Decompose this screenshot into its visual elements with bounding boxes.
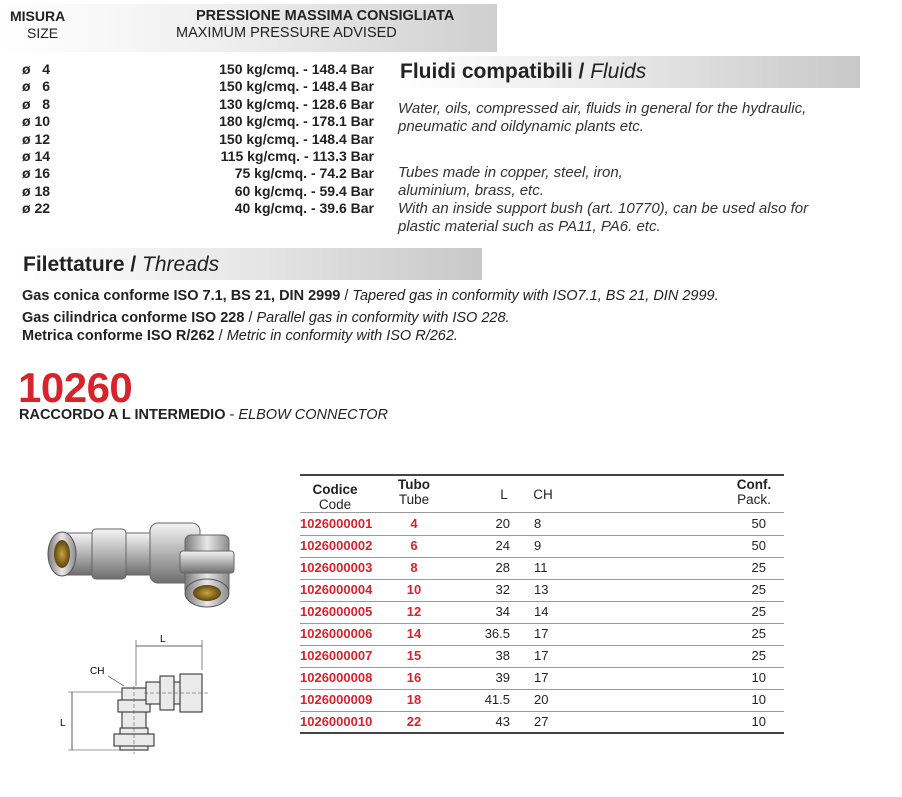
thread-line — [22, 288, 719, 304]
cell-code: 1026000009 — [300, 692, 373, 707]
cell-code: 1026000005 — [300, 604, 373, 619]
fluids-line: aluminium, brass, etc. — [398, 182, 544, 199]
cell-tube: 12 — [406, 604, 422, 619]
fluids-title-en: Fluids — [590, 60, 647, 83]
cell-tube: 16 — [406, 670, 422, 685]
th-code — [304, 482, 366, 512]
th-code-it: Codice — [312, 482, 358, 497]
cell-tube: 6 — [410, 538, 418, 553]
cell-l: 43 — [495, 714, 510, 729]
cell-tube: 22 — [406, 714, 422, 729]
cell-pack: 10 — [751, 692, 766, 707]
pressure-row — [0, 78, 400, 95]
cell-l: 34 — [495, 604, 510, 619]
cell-ch: 20 — [534, 692, 549, 707]
pressure-row — [0, 165, 400, 182]
cell-ch: 8 — [534, 516, 542, 531]
pressure-value: 40 kg/cmq. - 39.6 Bar — [234, 200, 374, 217]
cell-pack: 50 — [751, 538, 766, 553]
pressure-value: 75 kg/cmq. - 74.2 Bar — [234, 165, 374, 182]
threads-title — [23, 253, 219, 277]
pressure-size: ø 14 — [22, 147, 51, 164]
cell-pack: 10 — [751, 670, 766, 685]
fluids-title-sep: / — [572, 60, 591, 83]
th-ch — [530, 487, 556, 502]
cell-pack: 25 — [751, 626, 766, 641]
pressure-size: ø 8 — [22, 95, 51, 112]
pressure-row — [0, 96, 400, 113]
cell-ch: 17 — [534, 670, 549, 685]
fluids-line: Water, oils, compressed air, fluids in general for the hydraulic, — [398, 100, 807, 117]
cell-l: 38 — [495, 648, 510, 663]
threads-title-en: Threads — [142, 253, 220, 276]
cell-pack: 25 — [751, 582, 766, 597]
fluids-line: With an inside support bush (art. 10770), can be used also for — [398, 200, 809, 217]
cell-ch: 17 — [534, 648, 549, 663]
cell-tube: 14 — [406, 626, 422, 641]
technical-drawing — [60, 630, 230, 760]
fluids-line: Tubes made in copper, steel, iron, — [398, 164, 623, 181]
pressure-table — [0, 61, 400, 218]
thread-sep: / — [244, 310, 257, 326]
cell-ch: 11 — [534, 560, 548, 575]
cell-tube: 15 — [406, 648, 422, 663]
thread-sep: / — [340, 288, 353, 304]
pressure-header-en: MAXIMUM PRESSURE ADVISED — [176, 25, 397, 41]
cell-ch: 17 — [534, 626, 549, 641]
size-header-en: SIZE — [27, 25, 59, 41]
cell-l: 28 — [495, 560, 510, 575]
thread-it: Gas conica conforme ISO 7.1, BS 21, DIN 2999 — [22, 288, 341, 304]
th-l-label: L — [500, 487, 508, 502]
cell-tube: 18 — [406, 692, 422, 707]
cell-code: 1026000004 — [300, 582, 373, 597]
fluids-line: pneumatic and oildynamic plants etc. — [398, 118, 644, 135]
cell-pack: 10 — [751, 714, 766, 729]
cell-tube: 10 — [406, 582, 422, 597]
pressure-row — [0, 131, 400, 148]
cell-code: 1026000010 — [300, 714, 373, 729]
table-row — [300, 711, 784, 733]
product-name-sep: - — [225, 407, 239, 423]
thread-line — [22, 328, 458, 344]
th-pack-it: Conf. — [736, 477, 772, 492]
th-pack — [732, 477, 776, 507]
elbow-connector-photo — [40, 505, 250, 615]
pressure-value: 60 kg/cmq. - 59.4 Bar — [234, 182, 374, 199]
pressure-size: ø 18 — [22, 182, 51, 199]
cell-ch: 27 — [534, 714, 549, 729]
pressure-row — [0, 200, 400, 217]
thread-en: Tapered gas in conformity with ISO7.1, BS 21, DIN 2999. — [352, 288, 719, 304]
cell-pack: 50 — [751, 516, 766, 531]
pressure-row — [0, 113, 400, 130]
fluids-title-it: Fluidi compatibili — [400, 60, 573, 83]
cell-ch: 13 — [534, 582, 549, 597]
th-tube-it: Tubo — [398, 477, 430, 492]
cell-l: 20 — [495, 516, 510, 531]
pressure-row — [0, 148, 400, 165]
pressure-size: ø 16 — [22, 165, 51, 182]
product-code: 10260 — [18, 364, 133, 411]
pressure-table-header — [0, 4, 497, 52]
cell-tube: 4 — [410, 516, 418, 531]
pressure-size: ø 22 — [22, 200, 51, 217]
table-row — [300, 667, 784, 689]
table-row — [300, 557, 784, 579]
table-row — [300, 689, 784, 711]
threads-title-it: Filettature — [23, 253, 125, 276]
cell-pack: 25 — [751, 604, 766, 619]
pressure-size: ø 12 — [22, 130, 51, 147]
product-name-it: RACCORDO A L INTERMEDIO — [19, 407, 226, 423]
cell-ch: 9 — [534, 538, 542, 553]
cell-code: 1026000007 — [300, 648, 373, 663]
table-row — [300, 623, 784, 645]
table-row — [300, 513, 784, 535]
dim-label-l-side: L — [60, 718, 66, 729]
cell-tube: 8 — [410, 560, 418, 575]
pressure-value: 150 kg/cmq. - 148.4 Bar — [219, 78, 374, 95]
thread-it: Metrica conforme ISO R/262 — [22, 328, 215, 344]
cell-ch: 14 — [534, 604, 549, 619]
thread-en: Parallel gas in conformity with ISO 228. — [256, 310, 510, 326]
cell-code: 1026000001 — [300, 516, 373, 531]
thread-it: Gas cilindrica conforme ISO 228 — [22, 310, 245, 326]
threads-title-sep: / — [124, 253, 143, 276]
cell-l: 41.5 — [484, 692, 510, 707]
cell-l: 24 — [495, 538, 510, 553]
table-row — [300, 645, 784, 667]
th-tube-en: Tube — [398, 492, 430, 507]
product-name — [19, 407, 388, 423]
pressure-header: PRESSIONE MASSIMA CONSIGLIATA — [196, 8, 455, 24]
pressure-value: 130 kg/cmq. - 128.6 Bar — [219, 95, 374, 112]
dim-label-ch: CH — [90, 666, 105, 677]
th-code-en: Code — [318, 497, 352, 512]
pressure-value: 150 kg/cmq. - 148.4 Bar — [219, 61, 374, 77]
thread-en: Metric in conformity with ISO R/262. — [226, 328, 458, 344]
cell-code: 1026000002 — [300, 538, 373, 553]
cell-pack: 25 — [751, 648, 766, 663]
fluids-line: plastic material such as PA11, PA6. etc. — [398, 218, 661, 235]
product-name-en: ELBOW CONNECTOR — [238, 407, 388, 423]
pressure-value: 180 kg/cmq. - 178.1 Bar — [219, 113, 374, 130]
pressure-value: 150 kg/cmq. - 148.4 Bar — [219, 130, 374, 147]
cell-l: 36.5 — [484, 626, 510, 641]
th-l — [494, 487, 514, 502]
pressure-size: ø 6 — [22, 78, 51, 95]
cell-l: 32 — [495, 582, 510, 597]
thread-sep: / — [214, 328, 227, 344]
pressure-value: 115 kg/cmq. - 113.3 Bar — [220, 147, 374, 164]
table-row — [300, 601, 784, 623]
thread-line — [22, 310, 510, 326]
pressure-size: ø 4 — [22, 61, 51, 77]
cell-pack: 25 — [751, 560, 766, 575]
th-pack-en: Pack. — [737, 492, 771, 507]
pressure-size: ø 10 — [22, 113, 51, 130]
pressure-row — [0, 61, 400, 78]
cell-code: 1026000008 — [300, 670, 373, 685]
table-row — [300, 535, 784, 557]
th-tube — [394, 477, 434, 507]
table-row — [300, 579, 784, 601]
cell-code: 1026000006 — [300, 626, 373, 641]
dim-label-l-top: L — [160, 634, 166, 645]
cell-code: 1026000003 — [300, 560, 373, 575]
cell-l: 39 — [495, 670, 510, 685]
size-header: MISURA — [10, 8, 66, 24]
fluids-title — [400, 60, 646, 84]
th-ch-label: CH — [533, 487, 553, 502]
pressure-row — [0, 183, 400, 200]
